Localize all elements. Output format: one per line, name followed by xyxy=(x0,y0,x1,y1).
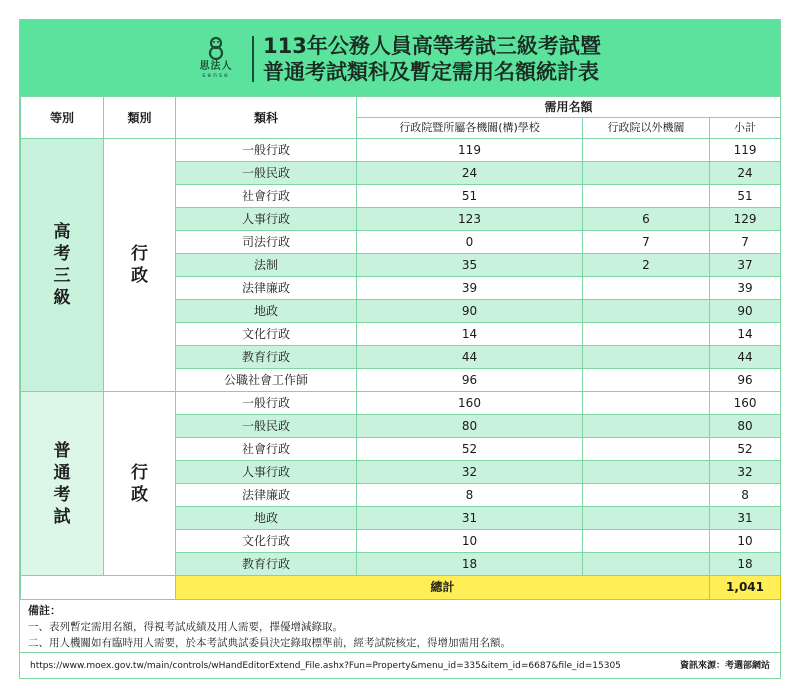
exec-cell: 119 xyxy=(357,139,583,162)
other-cell xyxy=(583,162,710,185)
title-line-2: 普通考試類科及暫定需用名額統計表 xyxy=(263,60,599,84)
table-body xyxy=(21,139,781,600)
table-row xyxy=(21,392,781,415)
subject-cell: 教育行政 xyxy=(176,346,357,369)
exec-cell: 35 xyxy=(357,254,583,277)
category-cell xyxy=(104,139,176,392)
subtotal-cell: 24 xyxy=(710,162,781,185)
subtotal-cell: 129 xyxy=(710,208,781,231)
footer xyxy=(20,652,780,679)
exec-cell: 31 xyxy=(357,507,583,530)
title-line-1: 113年公務人員高等考試三級考試暨 xyxy=(263,34,601,58)
grade-label: 高考三級 xyxy=(53,222,71,308)
subject-cell: 一般民政 xyxy=(176,415,357,438)
subtotal-cell: 96 xyxy=(710,369,781,392)
other-cell xyxy=(583,323,710,346)
other-cell xyxy=(583,300,710,323)
other-cell xyxy=(583,139,710,162)
brand-logo-text: 思法人 xyxy=(199,61,233,72)
subject-cell: 文化行政 xyxy=(176,530,357,553)
header-divider xyxy=(252,36,254,82)
header-subtotal: 小計 xyxy=(710,118,781,139)
header-category: 類別 xyxy=(104,97,176,139)
quota-table xyxy=(20,96,781,600)
other-cell xyxy=(583,553,710,576)
other-cell xyxy=(583,185,710,208)
exec-cell: 24 xyxy=(357,162,583,185)
subtotal-cell: 44 xyxy=(710,346,781,369)
subtotal-cell: 31 xyxy=(710,507,781,530)
exec-cell: 123 xyxy=(357,208,583,231)
brand-logo xyxy=(187,36,245,84)
subtotal-cell: 52 xyxy=(710,438,781,461)
other-cell xyxy=(583,346,710,369)
subject-cell: 法制 xyxy=(176,254,357,277)
subtotal-cell: 32 xyxy=(710,461,781,484)
grade-cell xyxy=(21,392,104,576)
exec-cell: 96 xyxy=(357,369,583,392)
exec-cell: 160 xyxy=(357,392,583,415)
subject-cell: 法律廉政 xyxy=(176,484,357,507)
exec-cell: 14 xyxy=(357,323,583,346)
note-item-1: 一、表列暫定需用名額，得視考試成績及用人需要，擇優增減錄取。 xyxy=(28,621,343,633)
page-title xyxy=(263,33,601,85)
subtotal-cell: 80 xyxy=(710,415,781,438)
header-grade: 等別 xyxy=(21,97,104,139)
exec-cell: 39 xyxy=(357,277,583,300)
subject-cell: 教育行政 xyxy=(176,553,357,576)
brand-logo-subtext: sense xyxy=(202,72,230,79)
other-cell xyxy=(583,438,710,461)
subtotal-cell: 37 xyxy=(710,254,781,277)
subject-cell: 公職社會工作師 xyxy=(176,369,357,392)
source-credit: 資訊來源：考選部網站 xyxy=(679,661,770,671)
header-demand: 需用名額 xyxy=(357,97,781,118)
subject-cell: 法律廉政 xyxy=(176,277,357,300)
subject-cell: 人事行政 xyxy=(176,461,357,484)
exec-cell: 51 xyxy=(357,185,583,208)
table-row xyxy=(21,139,781,162)
exec-cell: 80 xyxy=(357,415,583,438)
header-other: 行政院以外機關 xyxy=(583,118,710,139)
subtotal-cell: 10 xyxy=(710,530,781,553)
subject-cell: 人事行政 xyxy=(176,208,357,231)
subject-cell: 地政 xyxy=(176,507,357,530)
other-cell xyxy=(583,415,710,438)
category-cell xyxy=(104,392,176,576)
subtotal-cell: 18 xyxy=(710,553,781,576)
source-url[interactable]: https://www.moex.gov.tw/main/controls/wHandEditorExtend_File.ashx?Fun=Property&menu_id=335&item_id=6687&file_id=15305 xyxy=(30,661,621,671)
subject-cell: 地政 xyxy=(176,300,357,323)
subtotal-cell: 7 xyxy=(710,231,781,254)
category-label: 行政 xyxy=(131,244,148,286)
header-subject: 類科 xyxy=(176,97,357,139)
other-cell xyxy=(583,530,710,553)
other-cell xyxy=(583,461,710,484)
brand-logo-icon xyxy=(204,36,228,62)
exec-cell: 8 xyxy=(357,484,583,507)
other-cell xyxy=(583,277,710,300)
subject-cell: 一般行政 xyxy=(176,392,357,415)
total-label: 總計 xyxy=(176,576,710,600)
subject-cell: 司法行政 xyxy=(176,231,357,254)
subtotal-cell: 8 xyxy=(710,484,781,507)
total-value: 1,041 xyxy=(710,576,781,600)
other-cell xyxy=(583,507,710,530)
exec-cell: 0 xyxy=(357,231,583,254)
category-label: 行政 xyxy=(131,462,148,505)
other-cell xyxy=(583,484,710,507)
notes-title: 備註： xyxy=(28,604,61,617)
exec-cell: 18 xyxy=(357,553,583,576)
subject-cell: 一般行政 xyxy=(176,139,357,162)
subject-cell: 社會行政 xyxy=(176,438,357,461)
subtotal-cell: 119 xyxy=(710,139,781,162)
other-cell: 6 xyxy=(583,208,710,231)
note-item-2: 二、用人機關如有臨時用人需要，於本考試典試委員決定錄取標準前，經考試院核定，得增加需用名額。 xyxy=(28,637,511,649)
header-banner xyxy=(20,20,780,96)
exec-cell: 52 xyxy=(357,438,583,461)
notes-section xyxy=(28,603,773,651)
subtotal-cell: 51 xyxy=(710,185,781,208)
total-row xyxy=(21,576,781,600)
other-cell: 7 xyxy=(583,231,710,254)
grade-cell xyxy=(21,139,104,392)
other-cell xyxy=(583,392,710,415)
exec-cell: 10 xyxy=(357,530,583,553)
exec-cell: 90 xyxy=(357,300,583,323)
data-table-wrapper xyxy=(20,96,780,600)
subtotal-cell: 39 xyxy=(710,277,781,300)
subject-cell: 一般民政 xyxy=(176,162,357,185)
subject-cell: 文化行政 xyxy=(176,323,357,346)
other-cell: 2 xyxy=(583,254,710,277)
exec-cell: 44 xyxy=(357,346,583,369)
exec-cell: 32 xyxy=(357,461,583,484)
grade-label: 普通考試 xyxy=(53,440,71,527)
subtotal-cell: 14 xyxy=(710,323,781,346)
total-blank-cell xyxy=(21,576,176,600)
statistics-sheet xyxy=(19,19,781,679)
header-exec: 行政院暨所屬各機關(構)學校 xyxy=(357,118,583,139)
subject-cell: 社會行政 xyxy=(176,185,357,208)
other-cell xyxy=(583,369,710,392)
subtotal-cell: 90 xyxy=(710,300,781,323)
subtotal-cell: 160 xyxy=(710,392,781,415)
